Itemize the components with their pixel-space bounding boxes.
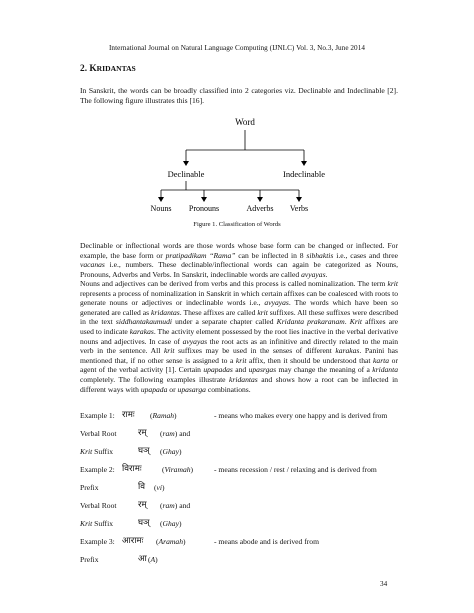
italic-term: karakas [335, 346, 360, 356]
devanagari-word: घञ् [138, 446, 150, 456]
text-run: . Panini has mentioned that, if no other sense is assigned to a [80, 346, 398, 365]
devanagari-word: आरामः [122, 536, 144, 546]
body-paragraph-kridantas [80, 279, 398, 394]
italic-term: krit [257, 307, 268, 317]
text-run: affix, then it should be understood that [246, 355, 374, 365]
italic-term: sibhaktis [306, 250, 334, 260]
text-run: i.e., cases and three [333, 250, 398, 260]
italic-term: krit [163, 346, 175, 356]
intro-paragraph [80, 86, 398, 105]
italic-term: avyayas [264, 298, 289, 308]
italic-term: siddhantakaumudi [115, 317, 172, 327]
text-run: can be inflected in 8 [235, 250, 307, 260]
transliteration: (Ramah) [150, 411, 177, 420]
example-label: Krit Suffix [80, 519, 113, 528]
text-run: . [325, 269, 328, 279]
italic-term: karakas [129, 326, 154, 336]
italic-term: krit [235, 355, 247, 365]
body-paragraph-declinable [80, 241, 398, 279]
transliteration: (Aramah) [156, 537, 186, 546]
italic-term: pratipadikam “Rama” [165, 250, 236, 260]
text-run: under a separate chapter called [172, 317, 277, 327]
devanagari-word: आ [138, 554, 147, 564]
node-nouns: Nouns [150, 204, 172, 213]
text-run: affixes are used to indicate [80, 317, 399, 336]
italic-term: vacanas [80, 260, 105, 270]
devanagari-word: विरामः [122, 464, 142, 474]
example-label: Example 1: [80, 411, 115, 420]
devanagari-word: वि [138, 482, 146, 492]
devanagari-word: घञ् [138, 518, 150, 528]
text-run: suffixes may be used in the senses of different [174, 346, 336, 356]
example-description: - means abode and is derived from [214, 537, 320, 546]
example-label: Example 2: [80, 465, 115, 474]
italic-term: avyayas [182, 336, 208, 346]
italic-term: upapada [140, 384, 168, 394]
arrow-declinable [183, 161, 189, 166]
transliteration: (ram) and [160, 429, 191, 438]
text-run: completely. The following examples illustrate [80, 374, 230, 384]
text-run: Declinable or inflectional words are those words whose base form can be changed or inflected. For example, the base form or [80, 241, 398, 260]
section-title-rest: RIDANTAS [96, 64, 136, 73]
node-indeclinable: Indeclinable [282, 169, 326, 179]
italic-term: karta [373, 355, 390, 365]
example-label: Krit Suffix [80, 447, 113, 456]
section-title [80, 64, 136, 74]
italic-term: krit [387, 279, 398, 288]
text-run: In Sanskrit, the words can be broadly classified into 2 categories viz. Declinable and Indeclinable [2]. The following figure illustrates this [16]. [80, 86, 398, 105]
text-run: or [167, 384, 178, 394]
italic-term: kridantas [229, 374, 258, 384]
section-title-first: K [89, 64, 97, 74]
text-run: . [344, 317, 350, 327]
italic-term: kridanta [372, 365, 399, 375]
transliteration: (Ghay) [160, 519, 182, 528]
node-adverbs: Adverbs [246, 204, 274, 213]
transliteration: (Viramah) [162, 465, 194, 474]
italic-term: kridantas [151, 307, 180, 317]
text-run: and shows how a root can be inflected in different ways with [80, 374, 398, 394]
text-run: . The words which have been so generated are called as [80, 298, 398, 317]
text-run: the root acts as an infinitive and directly related to the main verb in the sentence. All [80, 336, 398, 356]
example-label: Prefix [80, 483, 99, 492]
example-label: Example 3: [80, 537, 115, 546]
text-run: Nouns and adjectives can be derived from verbs and this process is called nominalization. The term [80, 279, 388, 288]
text-run: i.e., numbers. These declinable/inflectional words can again be categorized as Nouns, Pronouns, Adverbs and Verbs. In Sanskrit, indeclinable words are called [80, 260, 398, 279]
arrow-adverbs [257, 197, 263, 202]
node-pronouns: Pronouns [188, 204, 220, 213]
devanagari-word: रम् [138, 500, 147, 510]
example-label: Prefix [80, 555, 99, 564]
example-description: - means who makes every one happy and is derived from [214, 411, 388, 420]
figure-caption: Figure 1. Classification of Words [193, 221, 281, 228]
text-run: or agent of the verbal activity [1]. Certain [80, 355, 398, 375]
arrow-nouns [158, 197, 164, 202]
transliteration: (Ghay) [160, 447, 182, 456]
text-run: . The activity element possessed by the root lies inactive in the verbal derivative nouns and adjectives. In case of [80, 326, 398, 346]
italic-term: upapadas [203, 365, 233, 375]
node-declinable: Declinable [167, 169, 205, 179]
text-run: may change the meaning of a [276, 365, 373, 375]
text-run: . These affixes are called [179, 307, 258, 317]
node-word: Word [235, 117, 255, 127]
italic-term: avyayas [301, 269, 326, 279]
italic-term: Kridanta prakaranam [276, 317, 345, 327]
devanagari-word: रम् [138, 428, 147, 438]
arrow-indeclinable [301, 161, 307, 166]
text-run: represents a process of nominalization in Sanskrit in which certain affixes can be coalesced with roots to generate nouns or adjectives or indeclinable words i.e., [80, 288, 398, 308]
devanagari-word: रामः [122, 410, 135, 420]
italic-term: upasrgas [248, 365, 277, 375]
text-run: and [232, 365, 249, 375]
italic-term: Krit [349, 317, 362, 327]
arrow-pronouns [201, 197, 207, 202]
example-label: Verbal Root [80, 501, 117, 510]
journal-header: International Journal on Natural Language Computing (IJNLC) Vol. 3, No.3, June 2014 [108, 44, 365, 52]
node-verbs: Verbs [289, 204, 309, 213]
transliteration: (ram) and [160, 501, 191, 510]
italic-term: upasarga [177, 384, 206, 394]
page-number: 34 [380, 580, 388, 588]
example-description: - means recession / rest / relaxing and is derived from [214, 465, 377, 474]
word-classification-figure [150, 114, 340, 224]
transliteration: (vi) [154, 483, 165, 492]
transliteration: (A) [148, 555, 158, 564]
example-label: Verbal Root [80, 429, 117, 438]
arrow-verbs [296, 197, 302, 202]
text-run: combinations. [205, 384, 251, 394]
section-number: 2. [80, 64, 88, 74]
text-run: suffixes. All these suffixes were described in the text [80, 307, 399, 327]
